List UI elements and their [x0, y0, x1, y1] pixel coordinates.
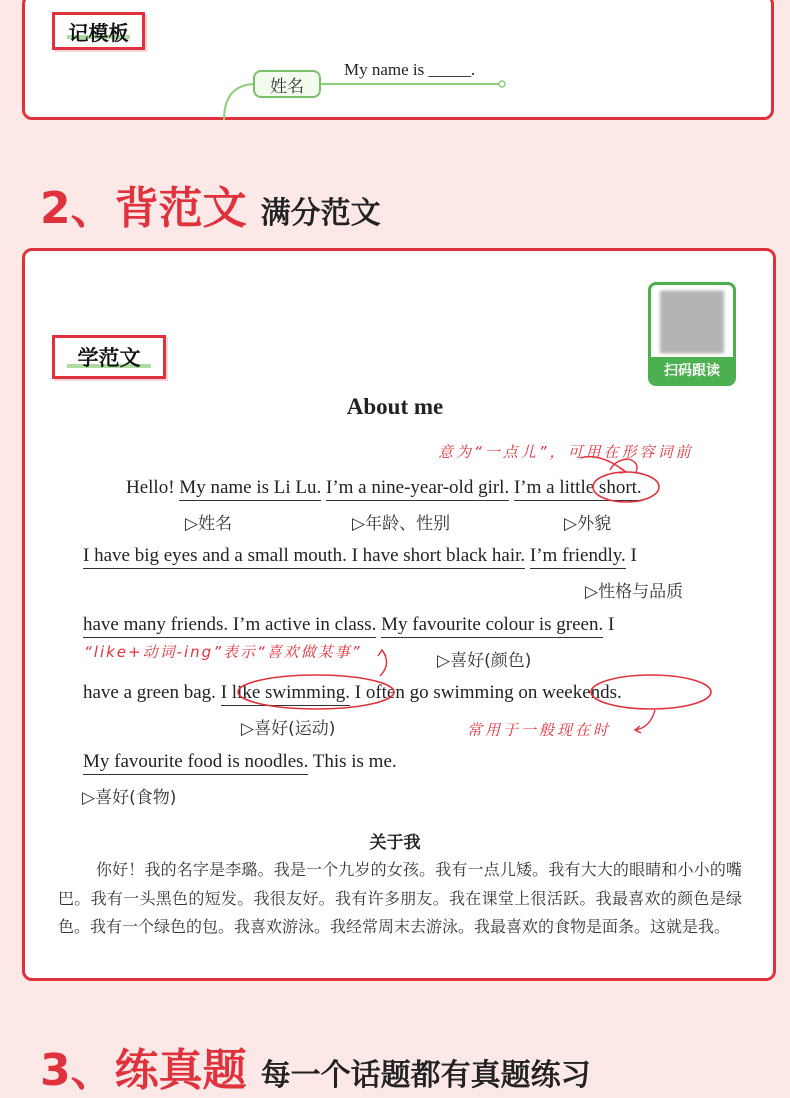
qr-code-label[interactable]: 扫码跟读: [651, 357, 733, 383]
circled-like-swimming: I like swimming.: [221, 682, 350, 706]
translation-body: 你好！我的名字是李璐。我是一个九岁的女孩。我有一点儿矮。我有大大的眼睛和小小的嘴巴。我有一头黑色的短发。我很友好。我有许多朋友。我在课堂上很活跃。我最喜欢的颜色是绿色。我有一个绿色的包。我喜欢游泳。我经常周末去游泳。我最喜欢的食物是面条。这就是我。: [58, 860, 742, 936]
ann-colour: ▷喜好(颜色): [437, 651, 532, 671]
ann-food: ▷喜好(食物): [82, 788, 177, 808]
arrow-like-swimming: [380, 650, 387, 676]
underlined-food: My favourite food is noodles.: [83, 751, 308, 775]
section-2-subtitle: 满分范文: [260, 196, 381, 231]
text: Hello!: [126, 477, 180, 498]
note-a-little: 意为“一点儿”，可用在形容词前: [438, 443, 694, 461]
translation-title: 关于我: [369, 833, 421, 853]
section-3-title: 3、练真题: [40, 1045, 247, 1096]
essay-title: About me: [346, 394, 444, 419]
text: short.: [594, 477, 642, 498]
circled-a-little: a little: [546, 477, 595, 498]
template-sentence: My name is _____.: [344, 60, 476, 79]
text: have a green bag.: [83, 682, 221, 703]
underlined-personality: I’m friendly.: [530, 545, 626, 569]
ann-sport: ▷喜好(运动): [241, 719, 336, 739]
ann-personality: ▷性格与品质: [585, 582, 684, 602]
ann-age-gender: ▷年龄、性别: [352, 514, 451, 534]
text: I often go swimming: [350, 682, 519, 703]
underlined-colour: My favourite colour is green.: [381, 614, 603, 638]
underlined-age: I’m a nine-year-old girl.: [326, 477, 509, 501]
section-2-title: 2、背范文: [40, 183, 247, 234]
underlined-appearance-2: I have big eyes and a small mouth. I have short black hair.: [83, 545, 525, 569]
template-tag-label: 记模板: [68, 20, 129, 45]
underlined-personality-2: have many friends. I’m active in class.: [83, 614, 376, 638]
circle-on-weekends: [591, 675, 711, 709]
circle-a-little: [593, 472, 659, 502]
circle-like-swimming: [238, 675, 394, 709]
note-weekends: 常用于一般现在时: [467, 721, 612, 739]
text: I: [603, 614, 615, 635]
section-3-header: [40, 1034, 591, 1098]
ann-appearance: ▷外貌: [564, 514, 612, 534]
text: This is me.: [308, 751, 397, 772]
note-like-ing: “like+动词-ing”表示“喜欢做某事”: [84, 643, 362, 661]
ann-name: ▷姓名: [185, 514, 233, 534]
arrow-a-little: [580, 457, 626, 472]
mindmap-node-name: 姓名: [253, 70, 321, 98]
underlined-name: My name is Li Lu.: [179, 477, 321, 501]
essay-tag-label: 学范文: [77, 346, 141, 370]
section-3-subtitle: 每一个话题都有真题练习: [260, 1058, 591, 1093]
text: I: [625, 545, 637, 566]
circled-on-weekends: on weekends.: [518, 682, 622, 703]
text: I’m: [513, 477, 547, 498]
